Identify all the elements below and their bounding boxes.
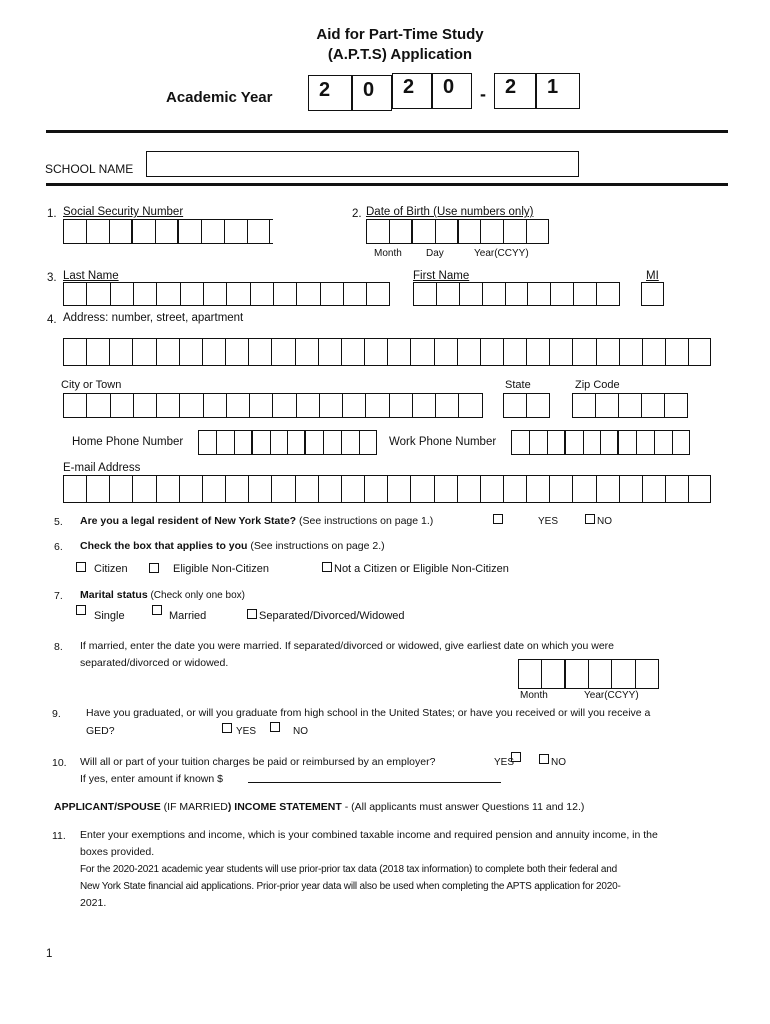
state-field[interactable] — [503, 393, 550, 418]
work-phone-field[interactable] — [511, 430, 690, 455]
year-digit-1[interactable]: 2 — [308, 75, 352, 111]
q6-note: (See instructions on page 2.) — [247, 540, 385, 552]
q9-no-label: NO — [293, 726, 308, 737]
q9-no-checkbox[interactable] — [270, 722, 280, 732]
not-citizen-label: Not a Citizen or Eligible Non-Citizen — [334, 563, 509, 575]
income-heading-part2: (IF MARRIED — [160, 801, 228, 813]
q5-number: 5. — [54, 516, 63, 528]
q5-text — [80, 513, 433, 530]
single-label: Single — [94, 610, 125, 622]
q7-text — [80, 587, 245, 604]
income-heading-part4: - (All applicants must answer Questions 11 and 12.) — [341, 801, 585, 813]
page-number: 1 — [46, 948, 53, 960]
year-end-digit-2[interactable]: 1 — [536, 73, 580, 109]
mi-label: MI — [646, 270, 659, 282]
address-label: Address: number, street, apartment — [63, 312, 244, 324]
q6-number: 6. — [54, 541, 63, 553]
eligible-noncitizen-checkbox[interactable] — [149, 563, 159, 573]
q9-yes-checkbox[interactable] — [222, 723, 232, 733]
form-title-line1: Aid for Part-Time Study — [316, 26, 484, 43]
q11-line3: For the 2020-2021 academic year students will use prior-prior tax data (2018 tax information) to complete both their federal and — [80, 864, 617, 875]
state-label: State — [505, 379, 531, 391]
q3-number: 3. — [47, 272, 57, 284]
citizen-label: Citizen — [94, 563, 128, 575]
academic-year-label: Academic Year — [166, 89, 273, 106]
q1-number: 1. — [47, 208, 57, 220]
q10-number: 10. — [52, 757, 67, 769]
zip-field[interactable] — [572, 393, 688, 418]
school-name-label: SCHOOL NAME — [45, 162, 134, 176]
zip-label: Zip Code — [575, 379, 620, 391]
first-name-label: First Name — [413, 270, 470, 282]
q5-note: (See instructions on page 1.) — [296, 515, 434, 527]
email-field[interactable] — [63, 475, 711, 503]
q6-text — [80, 538, 385, 555]
dob-year-caption: Year(CCYY) — [474, 248, 529, 259]
dob-month-caption: Month — [374, 248, 402, 259]
city-field[interactable] — [63, 393, 483, 418]
marriage-month-caption: Month — [520, 690, 548, 701]
marriage-date-field[interactable] — [518, 659, 659, 689]
q10-yes-label: YES — [494, 757, 515, 768]
home-phone-label: Home Phone Number — [72, 436, 184, 448]
dob-label: Date of Birth (Use numbers only) — [366, 206, 534, 218]
marriage-year-caption: Year(CCYY) — [584, 690, 639, 701]
q7-question: Marital status — [80, 589, 148, 601]
q10-line2: If yes, enter amount if known $ — [80, 773, 223, 785]
q10-yes-checkbox[interactable] — [511, 752, 521, 762]
q5-question: Are you a legal resident of New York State? — [80, 515, 297, 527]
q11-line1: Enter your exemptions and income, which is your combined taxable income and required pension and annuity income, in the — [80, 829, 658, 841]
last-name-label: Last Name — [63, 270, 119, 282]
q9-yes-label: YES — [236, 726, 257, 737]
city-label: City or Town — [61, 379, 122, 391]
q10-no-checkbox[interactable] — [539, 754, 549, 764]
q5-yes-checkbox[interactable] — [493, 514, 503, 524]
q5-no-checkbox[interactable] — [585, 514, 595, 524]
ssn-field[interactable] — [63, 219, 273, 244]
q10-no-label: NO — [551, 757, 566, 768]
income-statement-heading — [54, 799, 584, 816]
q11-line5: 2021. — [80, 897, 107, 909]
last-name-field[interactable] — [63, 282, 390, 306]
year-end-digit-1[interactable]: 2 — [494, 73, 536, 109]
q6-question: Check the box that applies to you — [80, 540, 248, 552]
mi-field[interactable] — [641, 282, 664, 306]
q5-yes-label: YES — [538, 516, 559, 527]
q11-line2: boxes provided. — [80, 846, 155, 858]
q8-line2: separated/divorced or widowed. — [80, 657, 229, 669]
first-name-field[interactable] — [413, 282, 620, 306]
form-title-line2: (A.P.T.S) Application — [327, 46, 473, 63]
q9-line2: GED? — [86, 725, 115, 737]
q8-line1: If married, enter the date you were married. If separated/divorced or widowed, give earliest date on which you were — [80, 640, 615, 652]
dob-day-caption: Day — [426, 248, 444, 259]
ssn-label: Social Security Number — [63, 206, 184, 218]
work-phone-label: Work Phone Number — [389, 436, 497, 448]
q5-no-label: NO — [597, 516, 612, 527]
q7-number: 7. — [54, 590, 63, 602]
school-name-field[interactable] — [146, 151, 579, 177]
q11-line4: New York State financial aid applications. Prior-prior year data will also be used when completing the APTS application for 2020- — [80, 881, 621, 892]
year-digit-2[interactable]: 0 — [352, 75, 392, 111]
married-label: Married — [169, 610, 207, 622]
q7-note: (Check only one box) — [147, 590, 245, 601]
q11-number: 11. — [52, 830, 66, 842]
not-citizen-checkbox[interactable] — [322, 562, 332, 572]
q9-number: 9. — [52, 708, 61, 720]
q8-number: 8. — [54, 641, 63, 653]
school-rule — [46, 183, 728, 186]
address-field[interactable] — [63, 338, 711, 366]
employer-amount-field[interactable] — [248, 782, 501, 783]
citizen-checkbox[interactable] — [76, 562, 86, 572]
separated-label: Separated/Divorced/Widowed — [259, 610, 405, 622]
year-digit-4[interactable]: 0 — [432, 73, 472, 109]
q4-number: 4. — [47, 314, 57, 326]
eligible-noncitizen-label: Eligible Non-Citizen — [173, 563, 269, 575]
separated-checkbox[interactable] — [247, 609, 257, 619]
dob-field[interactable] — [366, 219, 549, 244]
q9-line1: Have you graduated, or will you graduate from high school in the United States; or have you received or will you receive a — [86, 707, 651, 719]
income-heading-part1: APPLICANT/SPOUSE — [54, 801, 161, 813]
single-checkbox[interactable] — [76, 605, 86, 615]
q10-line1: Will all or part of your tuition charges be paid or reimbursed by an employer? — [80, 756, 436, 768]
year-digit-3[interactable]: 2 — [392, 73, 432, 109]
home-phone-field[interactable] — [198, 430, 377, 455]
email-label: E-mail Address — [63, 462, 141, 474]
year-dash: - — [480, 84, 486, 104]
header-rule — [46, 130, 728, 133]
married-checkbox[interactable] — [152, 605, 162, 615]
q2-number: 2. — [352, 208, 362, 220]
income-heading-part3: ) INCOME STATEMENT — [227, 801, 342, 813]
